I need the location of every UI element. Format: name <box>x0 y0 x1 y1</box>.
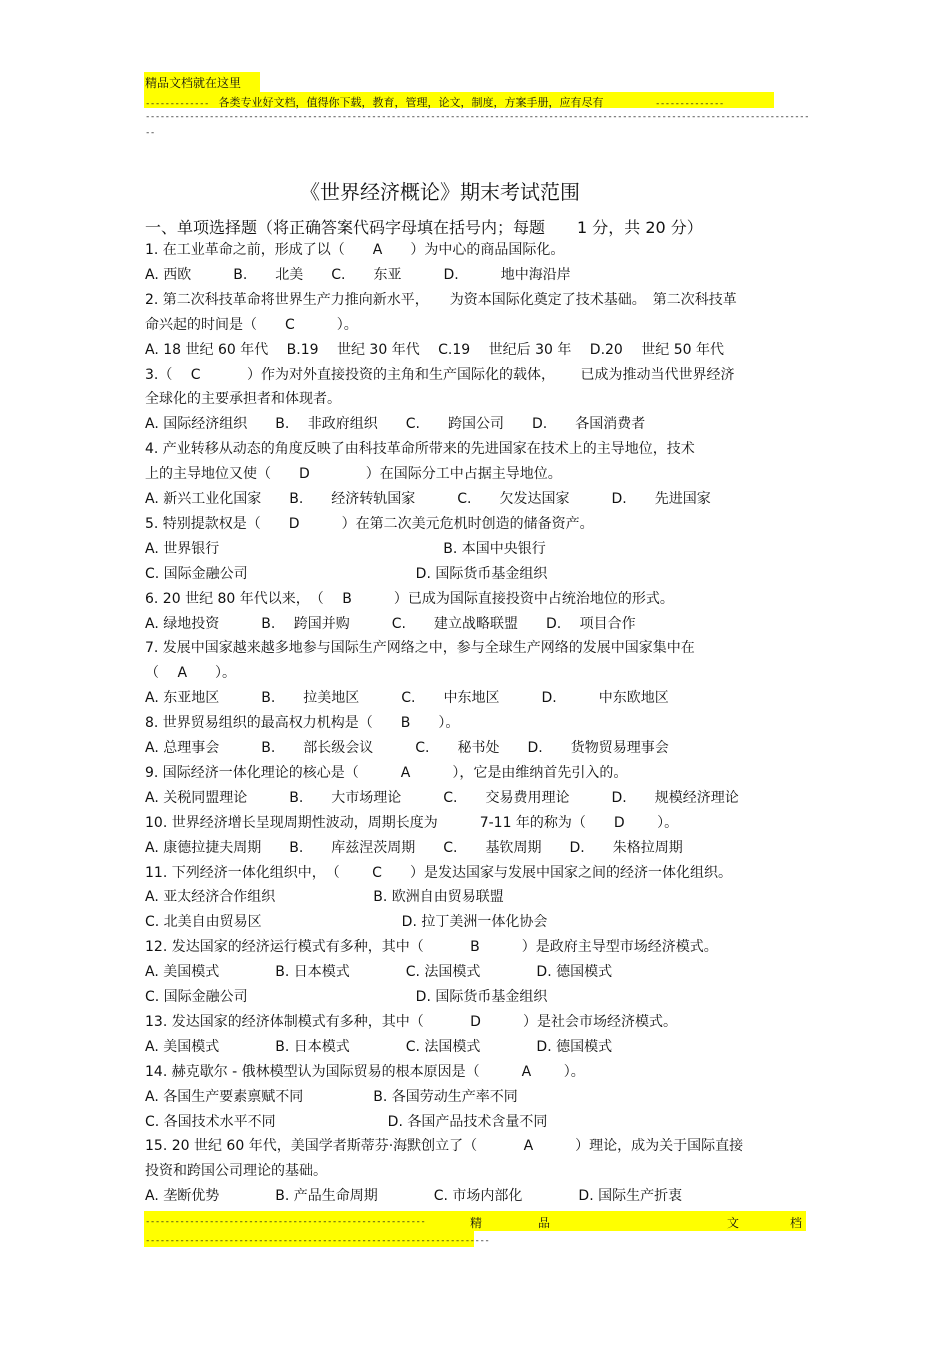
text-line: A. 美国模式 B. 日本模式 C. 法国模式 D. 德国模式 <box>145 964 613 980</box>
text-line: A. 亚太经济合作组织 B. 欧洲自由贸易联盟 <box>145 889 504 905</box>
text-line: C. 国际金融公司 D. 国际货币基金组织 <box>145 989 548 1005</box>
text-line: A. 总理事会 B. 部长级会议 C. 秘书处 D. 货物贸易理事会 <box>145 740 669 756</box>
text-line: 6. 20 世纪 80 年代以来， （ B ）已成为国际直接投资中占统治地位的形式。 <box>145 591 674 607</box>
text-line: C. 国际金融公司 D. 国际货币基金组织 <box>145 566 548 582</box>
footer-dashes-left: --------------------------------------------------------- <box>145 1217 426 1227</box>
footer-dashes-bottom: ---------------------------------------------------------------------- <box>145 1236 490 1246</box>
text-line: 全球化的主要承担者和体现者。 <box>145 391 341 407</box>
text-line: A. 东亚地区 B. 拉美地区 C. 中东地区 D. 中东欧地区 <box>145 690 669 706</box>
text-line: 命兴起的时间是（ C ）。 <box>145 317 358 333</box>
text-line: 投资和跨国公司理论的基础。 <box>145 1163 327 1179</box>
section-heading: 一、单项选择题（将正确答案代码字母填在括号内；每题 1 分，共 20 分） <box>145 218 703 237</box>
footer-word-3: 文 <box>727 1216 740 1230</box>
text-line: A. 世界银行 B. 本国中央银行 <box>145 541 546 557</box>
header-line-3: --------------------------------------------------------------------------------------------------------------------------------------- <box>145 112 809 122</box>
text-line: C. 北美自由贸易区 D. 拉丁美洲一体化协会 <box>145 914 548 930</box>
text-line: 8. 世界贸易组织的最高权力机构是（ B ）。 <box>145 715 460 731</box>
footer-word-1: 精 <box>470 1216 483 1230</box>
text-line: 13. 发达国家的经济体制模式有多种，其中（ D ）是社会市场经济模式。 <box>145 1014 677 1030</box>
text-line: 9. 国际经济一体化理论的核心是（ A ），它是由维纳首先引入的。 <box>145 765 628 781</box>
text-line: A. 关税同盟理论 B. 大市场理论 C. 交易费用理论 D. 规模经济理论 <box>145 790 739 806</box>
text-line: A. 西欧 B. 北美 C. 东亚 D. 地中海沿岸 <box>145 267 571 283</box>
text-line: 上的主导地位又使（ D ）在国际分工中占据主导地位。 <box>145 466 562 482</box>
header-line-2 <box>145 94 724 110</box>
text-line: 5. 特别提款权是（ D ）在第二次美元危机时创造的储备资产。 <box>145 516 594 532</box>
text-line: A. 康德拉捷夫周期 B. 库兹涅茨周期 C. 基钦周期 D. 朱格拉周期 <box>145 840 683 856</box>
text-line: 2. 第二次科技革命将世界生产力推向新水平， 为资本国际化奠定了技术基础。 第二次科技革 <box>145 292 737 308</box>
text-line: A. 新兴工业化国家 B. 经济转轨国家 C. 欠发达国家 D. 先进国家 <box>145 491 711 507</box>
text-line: 11. 下列经济一体化组织中， （ C ）是发达国家与发展中国家之间的经济一体化组织。 <box>145 865 732 881</box>
text-line: 4. 产业转移从动态的角度反映了由科技革命所带来的先进国家在技术上的主导地位，技术 <box>145 441 695 457</box>
text-line: A. 国际经济组织 B. 非政府组织 C. 跨国公司 D. 各国消费者 <box>145 416 646 432</box>
footer-word-4: 档 <box>790 1216 803 1230</box>
text-line: A. 各国生产要素禀赋不同 B. 各国劳动生产率不同 <box>145 1089 518 1105</box>
text-line: A. 绿地投资 B. 跨国并购 C. 建立战略联盟 D. 项目合作 <box>145 616 636 632</box>
header-dashes-left: ------------- <box>145 99 209 109</box>
text-line: 15. 20 世纪 60 年代，美国学者斯蒂芬·海默创立了（ A ）理论，成为关于国际直接 <box>145 1138 744 1154</box>
text-line: A. 18 世纪 60 年代 B.19 世纪 30 年代 C.19 世纪后 30 年 D.20 世纪 50 年代 <box>145 342 725 358</box>
text-line: 1. 在工业革命之前，形成了以（ A ）为中心的商品国际化。 <box>145 242 565 258</box>
text-line: 12. 发达国家的经济运行模式有多种，其中（ B ）是政府主导型市场经济模式。 <box>145 939 718 955</box>
text-line: A. 垄断优势 B. 产品生命周期 C. 市场内部化 D. 国际生产折衷 <box>145 1188 683 1204</box>
text-line: 14. 赫克歇尔 - 俄林模型认为国际贸易的根本原因是（ A ）。 <box>145 1064 585 1080</box>
text-line: 3.（ C ）作为对外直接投资的主角和生产国际化的载体， 已成为推动当代世界经济 <box>145 367 735 383</box>
text-line: 7. 发展中国家越来越多地参与国际生产网络之中，参与全球生产网络的发展中国家集中在 <box>145 640 695 656</box>
text-line: A. 美国模式 B. 日本模式 C. 法国模式 D. 德国模式 <box>145 1039 613 1055</box>
header-line-1: 精品文档就在这里 <box>145 76 242 90</box>
header-dashes-right: -------------- <box>654 99 724 109</box>
text-line: （ A ）。 <box>145 665 237 681</box>
text-line: 10. 世界经济增长呈现周期性波动，周期长度为 7-11 年的称为（ D ）。 <box>145 815 679 831</box>
header-tagline: 各类专业好文档，值得你下载，教育，管理，论文，制度，方案手册，应有尽有 <box>218 96 604 109</box>
page-title: 《世界经济概论》期末考试范围 <box>300 180 580 204</box>
text-line: C. 各国技术水平不同 D. 各国产品技术含量不同 <box>145 1114 548 1130</box>
footer-word-2: 品 <box>538 1216 551 1230</box>
header-line-4: -- <box>145 128 155 138</box>
